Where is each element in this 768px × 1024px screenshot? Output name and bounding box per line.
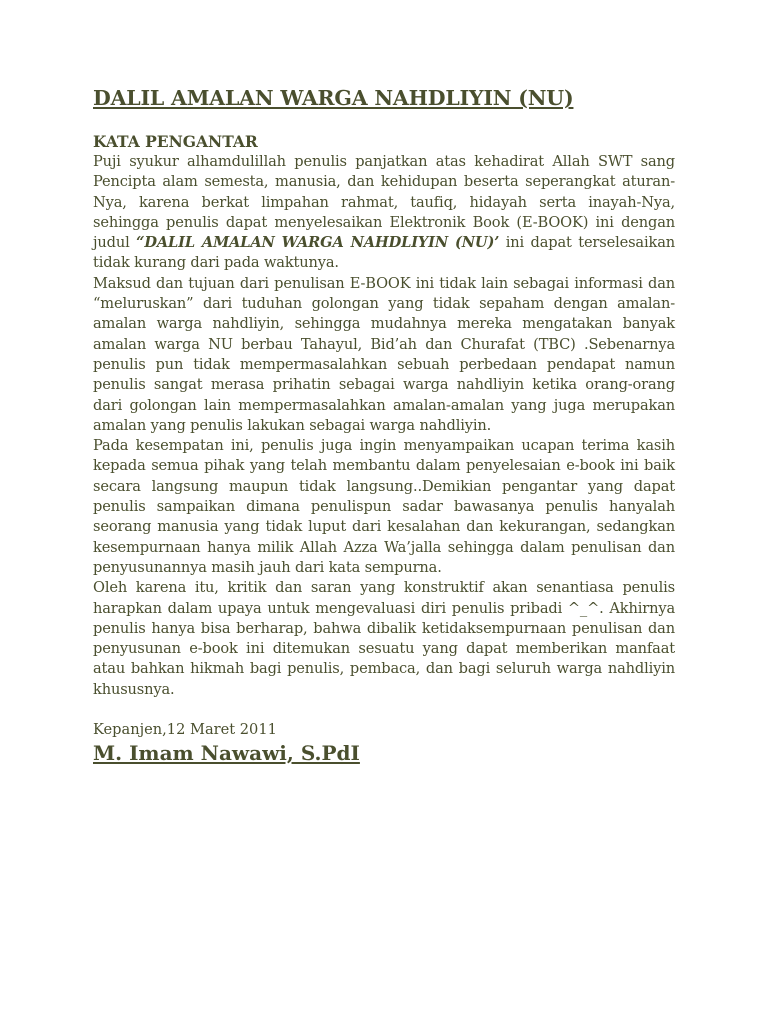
paragraph-2: Maksud dan tujuan dari penulisan E-BOOK ini tidak lain sebagai informasi dan “meluruskan” dari tuduhan golongan yang tidak sepaham dengan amalan-amalan warga nahdliyin, sehingga mudahnya mereka mengatakan banyak amalan warga NU berbau Tahayul, Bid’ah dan Churafat (TBC) .Sebenarnya penulis pun tidak mempermasalahkan sebuah perbedaan pendapat namun penulis sangat merasa prihatin sebagai warga nahdliyin ketika orang-orang dari golongan lain mempermasalahkan amalan-amalan yang juga merupakan amalan yang penulis lakukan sebagai warga nahdliyin. <box>93 274 675 434</box>
paragraph-3: Pada kesempatan ini, penulis juga ingin menyampaikan ucapan terima kasih kepada semua pihak yang telah membantu dalam penyelesaian e-book ini baik secara langsung maupun tidak langsung..Demikian pengantar yang dapat penulis sampaikan dimana penulispun sadar bawasanya penulis hanyalah seorang manusia yang tidak luput dari kesalahan dan kekurangan, sedangkan kesempurnaan hanya milik Allah Azza Wa’jalla sehingga dalam penulisan dan penyusunannya masih jauh dari kata sempurna. <box>93 437 675 576</box>
document-date: Kepanjen,12 Maret 2011 <box>93 721 277 739</box>
paragraph-1-text-end: ini dapat terselesaikan tidak kurang dari pada waktunya. <box>93 234 675 272</box>
paragraph-4: Oleh karena itu, kritik dan saran yang konstruktif akan senantiasa penulis harapkan dalam upaya untuk mengevaluasi diri penulis pribadi ^_^. Akhirnya penulis hanya bisa berharap, bahwa dibalik ketidaksempurnaan penulisan dan penyusunan e-book ini ditemukan sesuatu yang dapat memberikan manfaat atau bahkan hikmah bagi penulis, pembaca, dan bagi seluruh warga nahdliyin khususnya. <box>93 579 675 698</box>
document-title: DALIL AMALAN WARGA NAHDLIYIN (NU) <box>93 86 574 110</box>
spacer <box>93 700 675 720</box>
paragraph-1-title-emphasis: “DALIL AMALAN WARGA NAHDLIYIN (NU)’ <box>136 234 500 252</box>
paragraph-1 <box>93 152 675 274</box>
section-heading: KATA PENGANTAR <box>93 132 258 151</box>
document-page <box>93 86 675 766</box>
author-signature: M. Imam Nawawi, S.PdI <box>93 741 360 766</box>
paragraph-1-text: Puji syukur alhamdulillah penulis panjatkan atas kehadirat Allah SWT sang Pencipta alam semesta, manusia, dan kehidupan beserta seperangkat aturan-Nya, karena berkat limpahan rahmat, taufiq, hidayah serta inayah-Nya, sehingga penulis dapat menyelesaikan Elektronik Book (E-BOOK) ini dengan judul <box>93 153 675 252</box>
